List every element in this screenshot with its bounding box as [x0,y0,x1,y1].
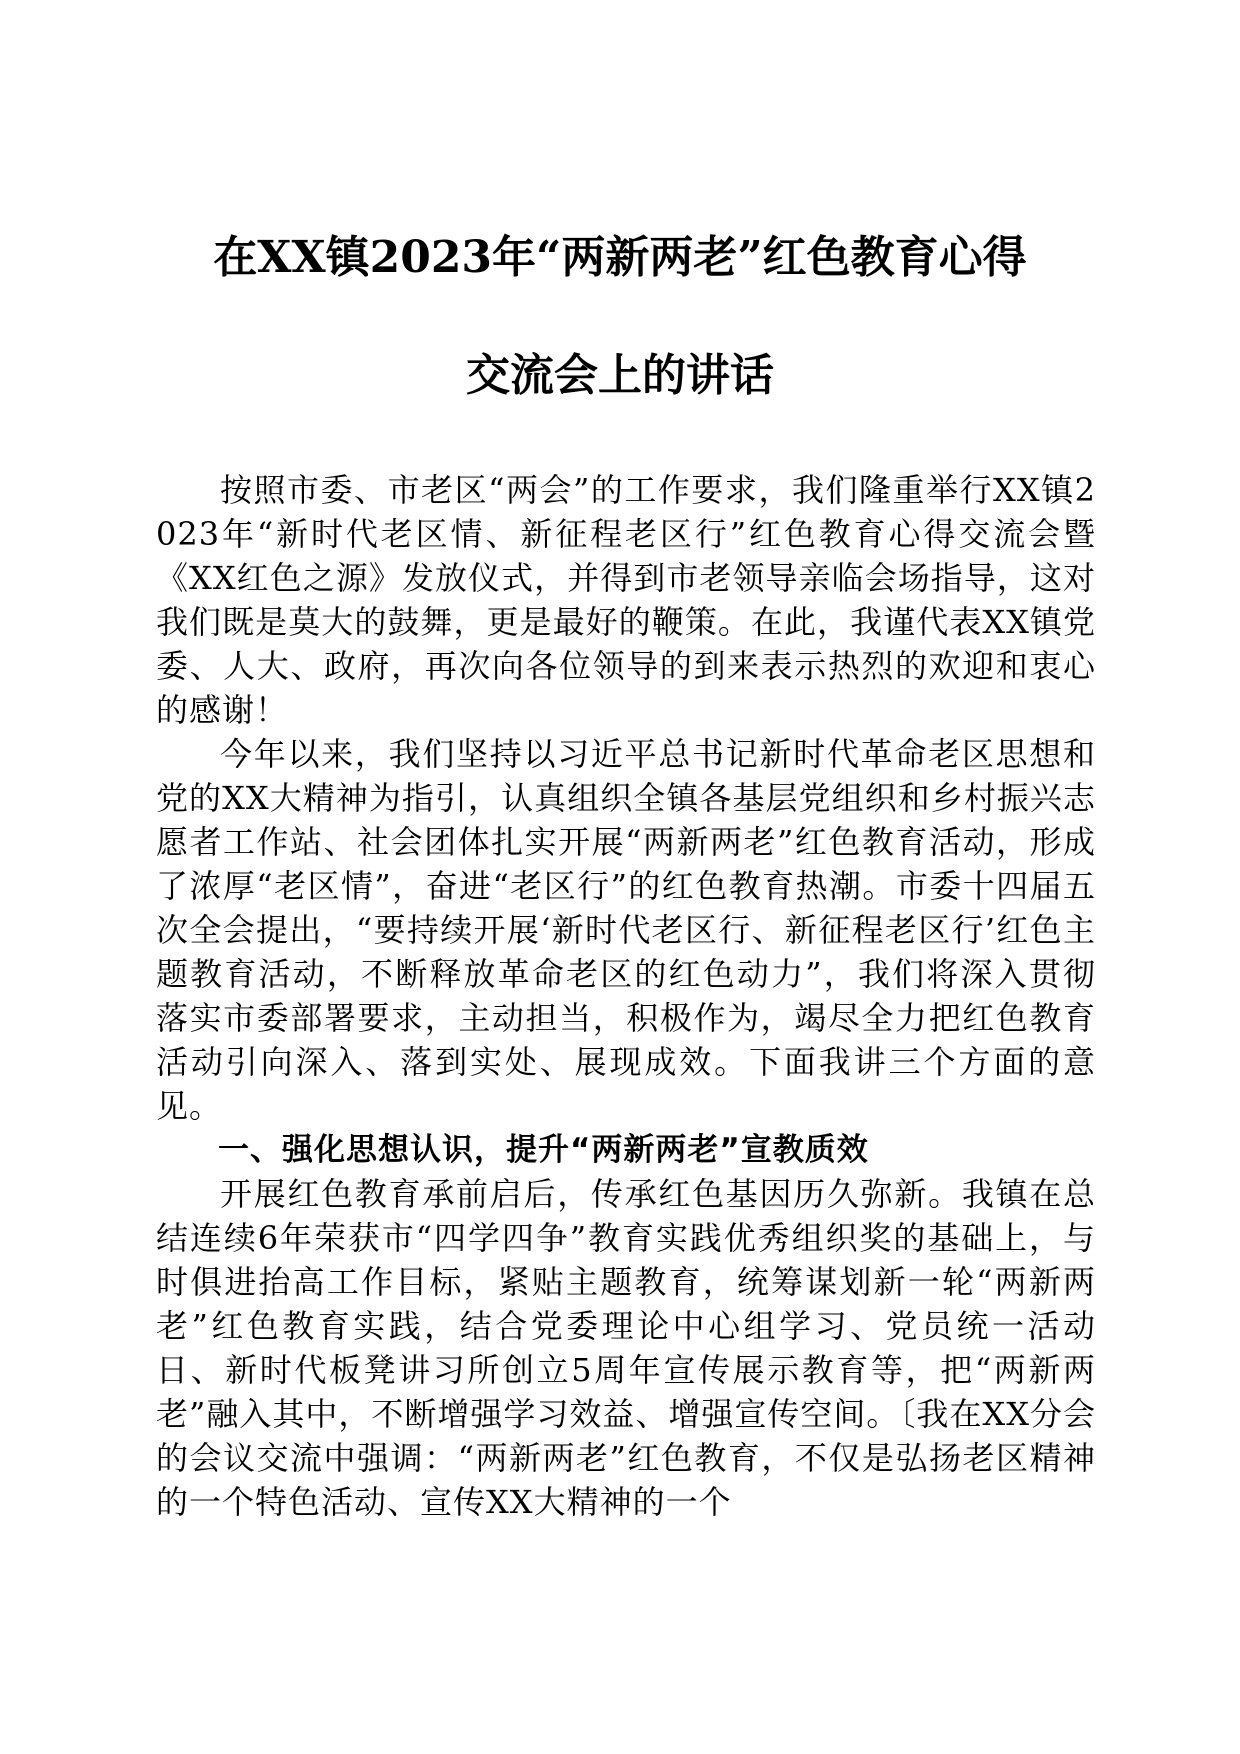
document-title-line-2: 交流会上的讲话 [466,350,774,401]
section-heading-1: 一、强化思想认识，提升“两新两老”宣教质效 [218,1132,869,1168]
paragraph-1: 按照市委、市老区“两会”的工作要求，我们隆重举行XX镇2023年“新时代老区情、新征程老区行”红色教育心得交流会暨《XX红色之源》发放仪式，并得到市老领导亲临会场指导，这对我们既是莫大的鼓舞，更是最好的鞭策。在此，我谨代表XX镇党委、人大、政府，再次向各位领导的到来表示热烈的欢迎和衷心的感谢！ [156,471,1096,729]
document-body [156,468,1096,1524]
paragraph-3: 开展红色教育承前启后，传承红色基因历久弥新。我镇在总结连续6年荣获市“四学四争”教育实践优秀组织奖的基础上，与时俱进抬高工作目标，紧贴主题教育，统筹谋划新一轮“两新两老”红色教育实践，结合党委理论中心组学习、党员统一活动日、新时代板凳讲习所创立5周年宣传展示教育等，把“两新两老”融入其中，不断增强学习效益、增强宣传空间。〔我在XX分会的会议交流中强调：“两新两老”红色教育，不仅是弘扬老区精神的一个特色活动、宣传XX大精神的一个 [156,1175,1096,1521]
document-title-line-1: 在XX镇2023年“两新两老”红色教育心得 [213,232,1027,283]
paragraph-2: 今年以来，我们坚持以习近平总书记新时代革命老区思想和党的XX大精神为指引，认真组织全镇各基层党组织和乡村振兴志愿者工作站、社会团体扎实开展“两新两老”红色教育活动，形成了浓厚“老区情”，奋进“老区行”的红色教育热潮。市委十四届五次全会提出，“要持续开展‘新时代老区行、新征程老区行’红色主题教育活动，不断释放革命老区的红色动力”，我们将深入贯彻落实市委部署要求，主动担当，积极作为，竭尽全力把红色教育活动引向深入、落到实处、展现成效。下面我讲三个方面的意见。 [156,735,1096,1125]
